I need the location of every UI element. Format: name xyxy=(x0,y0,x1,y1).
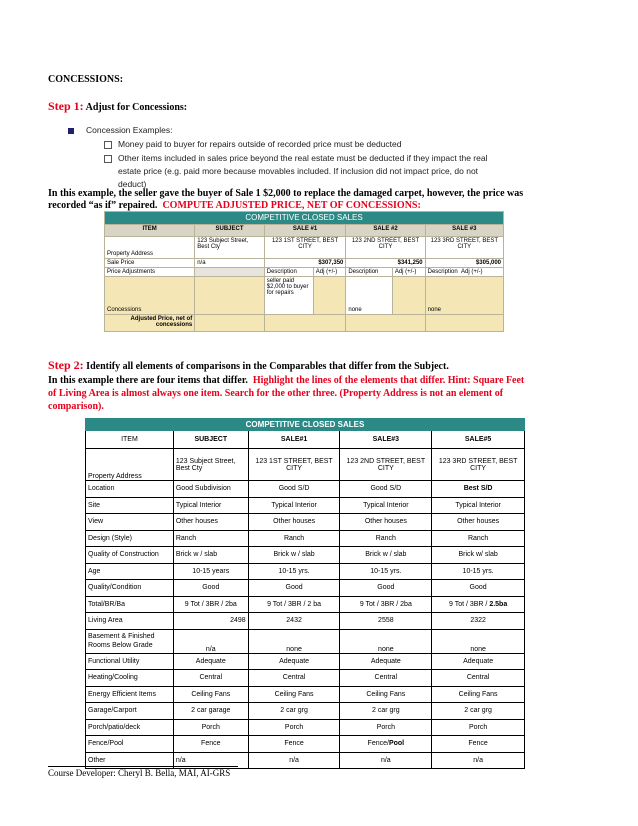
row-label: Location xyxy=(86,481,174,498)
cell: 2432 xyxy=(248,613,340,630)
checkbox-bullet-icon xyxy=(104,141,112,149)
row-label: Garage/Carport xyxy=(86,703,174,720)
cell xyxy=(313,277,346,315)
concessions-table xyxy=(104,211,504,332)
cell: Brick w / slab xyxy=(340,547,432,564)
cell: Fence xyxy=(173,736,248,753)
cell-text: Description xyxy=(427,269,458,275)
cell: 2558 xyxy=(340,613,432,630)
row-label: Quality/Condition xyxy=(86,580,174,597)
cell: Other houses xyxy=(340,514,432,531)
cell: Porch xyxy=(248,719,340,736)
cell: Ceiling Fans xyxy=(248,686,340,703)
paragraph xyxy=(48,375,524,387)
row-label: Functional Utility xyxy=(86,653,174,670)
cell: n/a xyxy=(248,752,340,769)
cell: n/a xyxy=(173,752,248,769)
table-caption: COMPETITIVE CLOSED SALES xyxy=(105,212,504,225)
cell: 123 2ND STREET, BEST CITY xyxy=(340,449,432,481)
instruction-text: of Living Area is almost always one item. Search for the other three. (Property Address is not an element of xyxy=(48,388,504,399)
cell: 123 3RD STREET, BEST CITY xyxy=(432,449,525,481)
cell: 10-15 yrs. xyxy=(340,563,432,580)
cell: Ranch xyxy=(248,530,340,547)
cell: n/a xyxy=(195,259,265,268)
cell: none xyxy=(346,277,392,315)
row-label: Fence/Pool xyxy=(86,736,174,753)
comparison-table xyxy=(85,418,525,769)
cell: 2 car garage xyxy=(173,703,248,720)
row-label: Site xyxy=(86,497,174,514)
cell: 2 car grg xyxy=(432,703,525,720)
cell: Good S/D xyxy=(340,481,432,498)
cell: $305,000 xyxy=(425,259,503,268)
cell: 123 Subject Street, Best Cty xyxy=(195,237,265,259)
cell: Good xyxy=(248,580,340,597)
row-label: Adjusted Price, net of concessions xyxy=(105,315,195,332)
cell: Fence xyxy=(432,736,525,753)
step2-label: Step 2: xyxy=(48,358,84,372)
cell: Brick w/ slab xyxy=(432,547,525,564)
cell: 9 Tot / 3BR / 2ba xyxy=(173,596,248,613)
cell: Fence xyxy=(248,736,340,753)
table-caption: COMPETITIVE CLOSED SALES xyxy=(86,419,525,431)
footer-rule xyxy=(48,766,238,767)
row-label: Porch/patio/deck xyxy=(86,719,174,736)
row-label: Price Adjustments xyxy=(105,268,195,277)
header-cell: SALE#3 xyxy=(340,431,432,449)
sub-bullet-text: deduct) xyxy=(118,179,147,189)
step2-title: Identify all elements of comparisons in the Comparables that differ from the Subject. xyxy=(86,361,449,372)
square-bullet-icon xyxy=(68,128,74,134)
cell xyxy=(264,315,346,332)
cell: none xyxy=(432,629,525,653)
cell: none xyxy=(340,629,432,653)
row-label: Property Address xyxy=(105,237,195,259)
sub-bullet-text: Money paid to buyer for repairs outside of recorded price must be deducted xyxy=(118,139,402,149)
cell: Other houses xyxy=(173,514,248,531)
cell: seller paid $2,000 to buyer for repairs xyxy=(264,277,313,315)
instruction-text: Highlight the lines of the elements that differ. Hint: Square Feet xyxy=(252,375,525,386)
row-label: Basement & Finished Rooms Below Grade xyxy=(86,629,174,653)
cell: Best S/D xyxy=(432,481,525,498)
header-cell: SALE #1 xyxy=(264,225,346,237)
row-label: Design (Style) xyxy=(86,530,174,547)
cell: 123 Subject Street, Best Cty xyxy=(173,449,248,481)
cell: Good S/D xyxy=(248,481,340,498)
row-label: Age xyxy=(86,563,174,580)
cell xyxy=(425,315,503,332)
row-label: Quality of Construction xyxy=(86,547,174,564)
header-cell: ITEM xyxy=(86,431,174,449)
cell: 2322 xyxy=(432,613,525,630)
cell: Porch xyxy=(432,719,525,736)
row-label: Sale Price xyxy=(105,259,195,268)
checkbox-bullet-icon xyxy=(104,155,112,163)
cell: Other houses xyxy=(248,514,340,531)
header-cell: SALE#5 xyxy=(432,431,525,449)
cell: 2 car grg xyxy=(248,703,340,720)
cell: none xyxy=(248,629,340,653)
step1-label: Step 1: xyxy=(48,99,84,113)
cell xyxy=(340,736,432,753)
cell: 123 2ND STREET, BEST CITY xyxy=(346,237,425,259)
cell-text: Pool xyxy=(388,740,405,748)
header-cell: SUBJECT xyxy=(173,431,248,449)
paragraph-text: recorded “as if” repaired. xyxy=(48,200,158,211)
cell: Adequate xyxy=(432,653,525,670)
cell-text: 2.5ba xyxy=(489,600,508,608)
cell: 9 Tot / 3BR / 2ba xyxy=(340,596,432,613)
cell: Brick w / slab xyxy=(173,547,248,564)
cell-text: Adj (+/-) xyxy=(461,269,483,275)
cell: 10-15 years xyxy=(173,563,248,580)
cell: 123 1ST STREET, BEST CITY xyxy=(264,237,346,259)
cell: Good xyxy=(432,580,525,597)
header-cell: SUBJECT xyxy=(195,225,265,237)
row-label: Living Area xyxy=(86,613,174,630)
sub-bullet xyxy=(104,153,487,163)
row-label: Energy Efficient Items xyxy=(86,686,174,703)
cell: 123 3RD STREET, BEST CITY xyxy=(425,237,503,259)
footer-credit: Course Developer: Cheryl B. Bella, MAI, AI-GRS xyxy=(48,768,231,778)
cell: Brick w / slab xyxy=(248,547,340,564)
section-heading: CONCESSIONS: xyxy=(48,74,124,85)
header-cell: SALE#1 xyxy=(248,431,340,449)
cell xyxy=(195,268,265,277)
cell xyxy=(195,277,265,315)
cell xyxy=(346,315,425,332)
cell: 10-15 yrs. xyxy=(432,563,525,580)
row-label: Concessions xyxy=(105,277,195,315)
cell: 10-15 yrs. xyxy=(248,563,340,580)
cell: Description xyxy=(346,268,392,277)
bullet-text: Concession Examples: xyxy=(86,125,173,135)
cell: Other houses xyxy=(432,514,525,531)
cell: Central xyxy=(248,670,340,687)
cell: Ceiling Fans xyxy=(173,686,248,703)
cell xyxy=(432,596,525,613)
row-label: Property Address xyxy=(86,449,174,481)
cell: Adj (+/-) xyxy=(392,268,425,277)
cell: Ceiling Fans xyxy=(432,686,525,703)
cell: Adequate xyxy=(248,653,340,670)
cell: $341,250 xyxy=(346,259,425,268)
cell: Adequate xyxy=(173,653,248,670)
cell: Central xyxy=(340,670,432,687)
header-cell: SALE #2 xyxy=(346,225,425,237)
cell: Good xyxy=(173,580,248,597)
cell: Good Subdivision xyxy=(173,481,248,498)
cell: Typical Interior xyxy=(340,497,432,514)
cell: 2 car grg xyxy=(340,703,432,720)
cell-text: Fence/ xyxy=(367,740,389,748)
sub-bullet-text: Other items included in sales price beyond the real estate must be deducted if they impact the real xyxy=(118,153,488,163)
cell: n/a xyxy=(432,752,525,769)
sub-bullet xyxy=(104,139,402,149)
bullet-item xyxy=(68,125,172,135)
cell: $307,350 xyxy=(264,259,346,268)
cell: Typical Interior xyxy=(173,497,248,514)
cell: Description xyxy=(264,268,313,277)
cell: Ceiling Fans xyxy=(340,686,432,703)
cell: Porch xyxy=(173,719,248,736)
row-label: Total/BR/Ba xyxy=(86,596,174,613)
cell: 2498 xyxy=(173,613,248,630)
step1-heading xyxy=(48,99,187,114)
instruction-text: comparison). xyxy=(48,401,104,412)
step2-heading xyxy=(48,358,449,373)
step1-title: Adjust for Concessions: xyxy=(85,102,188,113)
cell: Typical Interior xyxy=(248,497,340,514)
cell: Ranch xyxy=(432,530,525,547)
cell: n/a xyxy=(173,629,248,653)
row-label: Heating/Cooling xyxy=(86,670,174,687)
cell xyxy=(392,277,425,315)
cell xyxy=(425,268,503,277)
cell: n/a xyxy=(340,752,432,769)
cell: Typical Interior xyxy=(432,497,525,514)
cell: Good xyxy=(340,580,432,597)
paragraph: In this example, the seller gave the buyer of Sale 1 $2,000 to replace the damaged carpet, however, the price was xyxy=(48,188,524,199)
sub-bullet-text: estate price (e.g. paid more because movables included. If inclusion did not impact price, do not xyxy=(118,166,479,176)
row-label: Other xyxy=(86,752,174,769)
cell: Central xyxy=(173,670,248,687)
cell: Adequate xyxy=(340,653,432,670)
cell: Adj (+/-) xyxy=(313,268,346,277)
cell: 9 Tot / 3BR / 2 ba xyxy=(248,596,340,613)
instruction-text: COMPUTE ADJUSTED PRICE, NET OF CONCESSIONS: xyxy=(162,200,421,211)
cell: Ranch xyxy=(340,530,432,547)
row-label: View xyxy=(86,514,174,531)
cell xyxy=(195,315,265,332)
header-cell: SALE #3 xyxy=(425,225,503,237)
cell: Ranch xyxy=(173,530,248,547)
cell: none xyxy=(425,277,503,315)
cell: 123 1ST STREET, BEST CITY xyxy=(248,449,340,481)
cell: Central xyxy=(432,670,525,687)
paragraph-text: In this example there are four items that differ. xyxy=(48,375,248,386)
header-cell: ITEM xyxy=(105,225,195,237)
cell-text: 9 Tot / 3BR / xyxy=(448,600,490,608)
cell: Porch xyxy=(340,719,432,736)
